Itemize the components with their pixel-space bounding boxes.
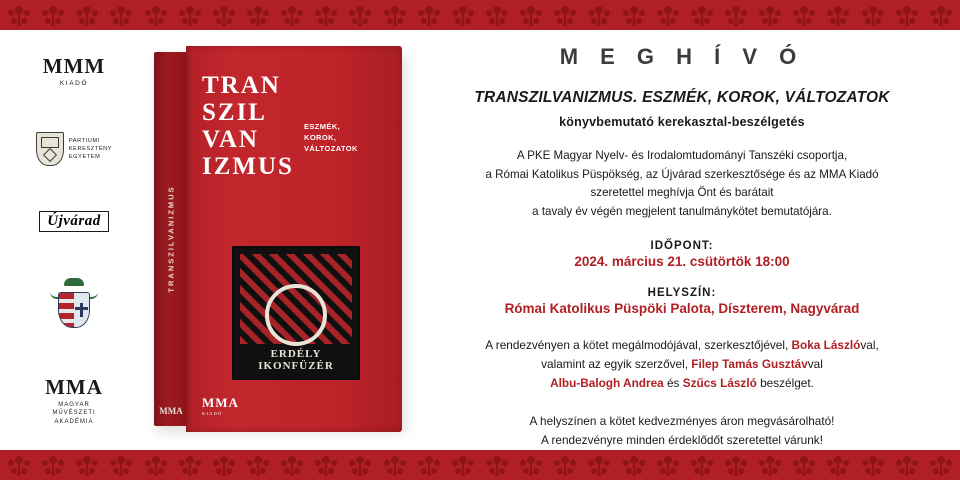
- floral-ornament-icon: [74, 4, 100, 26]
- cross-icon: [80, 303, 83, 317]
- floral-ornament-icon: [40, 454, 66, 476]
- floral-ornament-icon: [108, 4, 134, 26]
- book-front-cover: [186, 46, 402, 432]
- floral-ornament-icon: [894, 454, 920, 476]
- page-title: M E G H Í V Ó: [559, 44, 805, 69]
- floral-ornament-icon: [450, 454, 476, 476]
- floral-ornament-icon: [143, 4, 169, 26]
- intro-line: A PKE Magyar Nyelv- és Irodalomtudományi Tanszéki csoportja,: [516, 149, 848, 163]
- pke-logo-text: [69, 137, 112, 162]
- floral-ornament-icon: [382, 454, 408, 476]
- participants-line-1: [420, 336, 944, 355]
- ornament-band-top: [0, 0, 960, 30]
- book-cover-title: TRAN SZIL VAN IZMUS: [202, 72, 294, 180]
- floral-ornament-icon: [655, 454, 681, 476]
- floral-ornament-icon: [347, 454, 373, 476]
- crest-hat: [64, 278, 84, 286]
- floral-ornament-icon: [211, 454, 237, 476]
- crest-shield: [58, 292, 90, 328]
- logo-mma: [45, 374, 103, 426]
- floral-ornament-icon: [928, 4, 954, 26]
- floral-ornament-icon: [6, 454, 32, 476]
- floral-ornament-icon: [723, 454, 749, 476]
- floral-ornament-icon: [928, 454, 954, 476]
- artwork-label: ERDÉLY IKONFÜZÉR: [258, 347, 334, 372]
- floral-ornament-icon: [860, 454, 886, 476]
- floral-ornament-icon: [177, 454, 203, 476]
- crest-bar: [59, 319, 74, 323]
- floral-ornament-icon: [791, 454, 817, 476]
- time-label: IDŐPONT:: [650, 239, 714, 252]
- participants-line-1-pre: A rendezvényen a kötet megálmodójával, szerkesztőjével,: [485, 337, 792, 352]
- floral-ornament-icon: [450, 4, 476, 26]
- mma-sub-line-1: MAGYAR: [58, 401, 90, 408]
- publisher-mark-text: MMA: [202, 395, 239, 410]
- floral-ornament-icon: [825, 454, 851, 476]
- mmm-logo-sub: KIADÓ: [59, 80, 89, 87]
- closing-line: A rendezvényre minden érdeklődőt szeretettel várunk!: [541, 432, 823, 447]
- book-title: TRANSZILVANIZMUS. ESZMÉK, KOROK, VÁLTOZATOK: [474, 89, 890, 106]
- floral-ornament-icon: [143, 454, 169, 476]
- ornament-row: [0, 0, 960, 30]
- mma-logo-mark: MMA: [45, 374, 103, 399]
- floral-ornament-icon: [245, 454, 271, 476]
- floral-ornament-icon: [484, 454, 510, 476]
- floral-ornament-icon: [108, 454, 134, 476]
- participants-line-2: [420, 355, 944, 374]
- floral-ornament-icon: [621, 4, 647, 26]
- floral-ornament-icon: [74, 454, 100, 476]
- floral-ornament-icon: [313, 4, 339, 26]
- logo-pke: [36, 132, 112, 166]
- ornament-band-bottom: [0, 450, 960, 480]
- pke-line-1: PARTIUMI: [68, 137, 100, 144]
- floral-ornament-icon: [518, 454, 544, 476]
- time-value: 2024. március 21. csütörtök 18:00: [574, 253, 790, 269]
- floral-ornament-icon: [860, 4, 886, 26]
- participants-line-3-mid: és: [663, 376, 683, 391]
- ornament-row: [0, 450, 960, 480]
- intro-line: a Római Katolikus Püspökség, az Újvárad szerkesztősége és az MMA Kiadó: [485, 167, 879, 181]
- participant-name-albu-balogh: Albu-Balogh Andrea: [550, 376, 664, 391]
- floral-ornament-icon: [245, 4, 271, 26]
- participant-name-filep: Filep Tamás Gusztáv: [691, 357, 808, 372]
- bishopric-crest-icon: [47, 278, 101, 332]
- floral-ornament-icon: [177, 4, 203, 26]
- book-cover-artwork: [232, 246, 360, 380]
- pke-line-2: KERESZTÉNY: [68, 146, 113, 152]
- event-subtitle: könyvbemutató kerekasztal-beszélgetés: [559, 115, 805, 130]
- logo-mmm-kiado: [43, 56, 105, 87]
- floral-ornament-icon: [586, 4, 612, 26]
- floral-ornament-icon: [518, 4, 544, 26]
- floral-ornament-icon: [484, 4, 510, 26]
- place-value: Római Katolikus Püspöki Palota, Díszterem, Nagyvárad: [504, 300, 860, 316]
- floral-ornament-icon: [416, 454, 442, 476]
- participants-line-2-post: val: [807, 357, 823, 372]
- intro-paragraph: [420, 147, 944, 221]
- floral-ornament-icon: [723, 4, 749, 26]
- place-label: HELYSZÍN:: [647, 286, 717, 299]
- floral-ornament-icon: [416, 4, 442, 26]
- participants-line-1-post: val,: [860, 337, 879, 352]
- floral-ornament-icon: [347, 4, 373, 26]
- floral-ornament-icon: [689, 454, 715, 476]
- closing-line: A helyszínen a kötet kedvezményes áron megvásárolható!: [529, 413, 835, 428]
- floral-ornament-icon: [211, 4, 237, 26]
- participants-line-3: [420, 374, 944, 393]
- book-cover-publisher-mark: [202, 395, 239, 416]
- artwork-ring: [265, 284, 327, 346]
- book-cover-image: [148, 46, 408, 434]
- crest-bar: [59, 299, 74, 303]
- floral-ornament-icon: [791, 4, 817, 26]
- floral-ornament-icon: [279, 4, 305, 26]
- floral-ornament-icon: [40, 4, 66, 26]
- logo-ujvarad: Újvárad: [39, 211, 109, 232]
- mma-sub-line-3: AKADÉMIA: [54, 418, 94, 425]
- floral-ornament-icon: [586, 454, 612, 476]
- pke-line-3: EGYETEM: [68, 154, 101, 161]
- floral-ornament-icon: [655, 4, 681, 26]
- book-spine: [154, 52, 188, 426]
- shield-icon: [36, 132, 64, 166]
- invitation-content: [420, 44, 944, 450]
- floral-ornament-icon: [757, 454, 783, 476]
- floral-ornament-icon: [757, 4, 783, 26]
- floral-ornament-icon: [6, 4, 32, 26]
- intro-line: a tavaly év végén megjelent tanulmánykötet bemutatójára.: [532, 205, 832, 219]
- sponsor-logo-column: [18, 56, 130, 426]
- floral-ornament-icon: [313, 454, 339, 476]
- participants-line-2-pre: valamint az egyik szerzővel,: [541, 357, 692, 372]
- floral-ornament-icon: [894, 4, 920, 26]
- book-spine-mark: MMA: [159, 406, 183, 416]
- intro-line: szeretettel meghívja Önt és barátait: [590, 186, 774, 200]
- participant-name-boka: Boka László: [791, 337, 861, 352]
- book-spine-title: TRANSZILVANIZMUS: [166, 185, 176, 293]
- floral-ornament-icon: [621, 454, 647, 476]
- book-cover-subtitle: ESZMÉK, KOROK, VÁLTOZATOK: [304, 122, 358, 153]
- publisher-mark-sub: KIADÓ: [202, 411, 223, 416]
- floral-ornament-icon: [552, 454, 578, 476]
- floral-ornament-icon: [689, 4, 715, 26]
- crest-bar: [59, 309, 74, 313]
- mma-logo-sub: [52, 401, 95, 426]
- mma-sub-line-2: MŰVÉSZETI: [52, 410, 96, 417]
- floral-ornament-icon: [552, 4, 578, 26]
- participants-line-3-post: beszélget.: [756, 376, 814, 391]
- floral-ornament-icon: [382, 4, 408, 26]
- closing-paragraph: [420, 412, 944, 450]
- floral-ornament-icon: [279, 454, 305, 476]
- participant-name-szucs: Szűcs László: [682, 376, 757, 391]
- floral-ornament-icon: [825, 4, 851, 26]
- mmm-logo-mark: MMM: [42, 54, 106, 78]
- participants-paragraph: [420, 336, 944, 394]
